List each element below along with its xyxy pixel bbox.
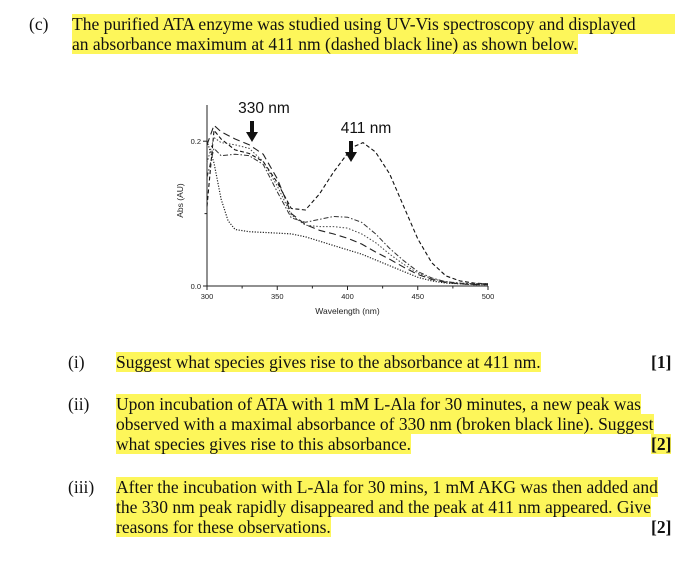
part-iii-label: (iii) [68,477,95,497]
part-iii-marks: [2] [651,517,672,537]
part-ii-label: (ii) [68,394,90,414]
series-line [207,125,488,284]
y-tick-label: 0.0 [190,282,201,291]
series-line [207,138,488,284]
series-line [207,141,488,284]
part-iii-line-2: the 330 nm peak rapidly disappeared and the peak at 411 nm appeared. Give [116,497,651,517]
down-arrow-head-icon [345,152,357,162]
part-ii-line-3: what species gives rise to this absorbance. [116,434,411,454]
question-line-2: an absorbance maximum at 411 nm (dashed black line) as shown below. [72,34,578,54]
part-iii-line-3: reasons for these observations. [116,517,331,537]
y-tick-label: 0.2 [190,137,201,147]
question-line-1: The purified ATA enzyme was studied using UV-Vis spectroscopy and displayed [72,14,675,34]
peak-label: 411 nm [340,120,392,137]
chart-axes [175,105,494,316]
part-iii-line-1: After the incubation with L-Ala for 30 mins, 1 mM AKG was then added and [116,477,658,497]
part-i-line-1: Suggest what species gives rise to the absorbance at 411 nm. [116,352,541,372]
chart-annotations [238,100,391,162]
part-i-marks: [1] [651,352,672,372]
x-tick-label: 450 [411,292,425,301]
down-arrow-head-icon [246,132,258,142]
series-line [207,148,488,283]
chart-series [207,125,488,284]
peak-label: 330 nm [238,100,290,117]
down-arrow-icon [250,121,254,133]
y-axis-title: Abs (AU) [175,183,185,218]
part-ii-marks: [2] [651,434,672,454]
x-axis-title: Wavelength (nm) [315,306,380,316]
x-tick-label: 400 [341,292,354,301]
x-tick-label: 350 [270,292,284,301]
x-tick-label: 500 [481,292,495,301]
part-i-label: (i) [68,352,85,372]
part-ii-line-1: Upon incubation of ATA with 1 mM L-Ala for 30 minutes, a new peak was [116,394,641,414]
part-ii-line-2: observed with a maximal absorbance of 330 nm (broken black line). Suggest [116,414,654,434]
x-tick-label: 300 [200,292,214,301]
down-arrow-icon [349,141,353,153]
question-label: (c) [29,14,49,34]
